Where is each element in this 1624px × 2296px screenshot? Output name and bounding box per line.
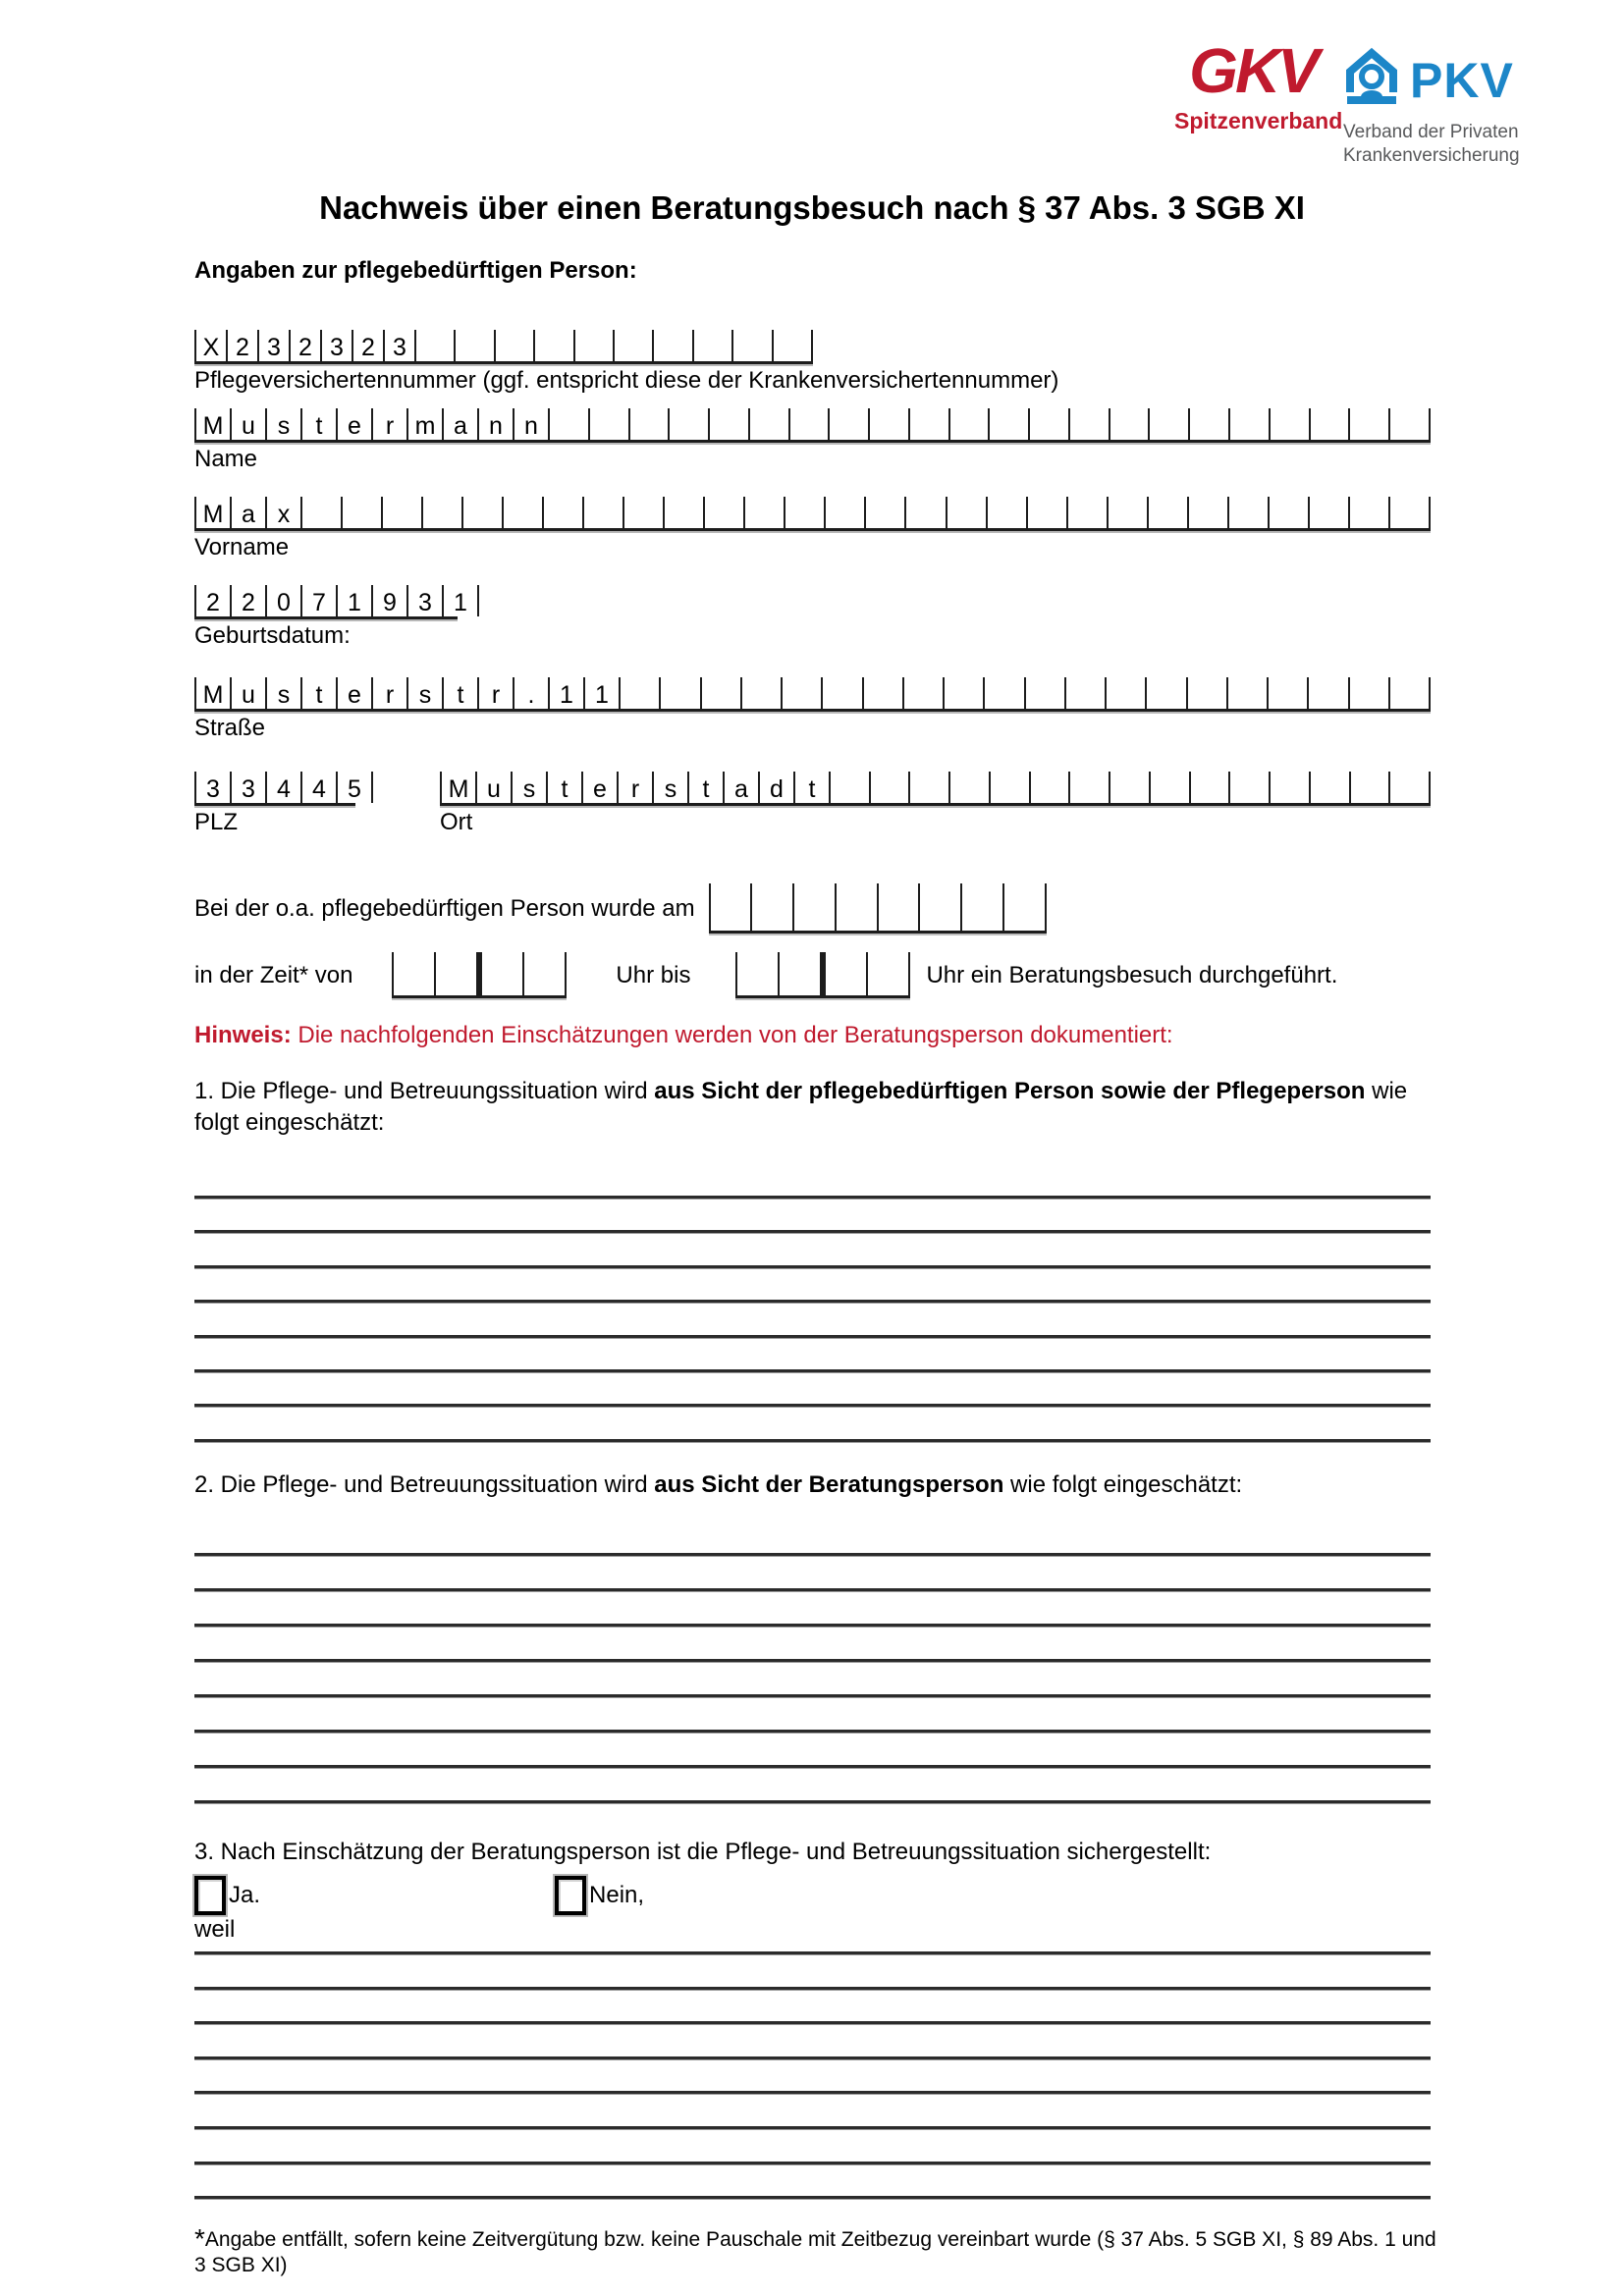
comb-cell[interactable] xyxy=(652,330,691,361)
comb-cell[interactable]: 3 xyxy=(320,330,352,361)
comb-cell[interactable] xyxy=(700,677,740,709)
comb-cell[interactable]: t xyxy=(546,772,581,803)
comb-cell[interactable] xyxy=(735,952,778,995)
comb-cell[interactable]: 2 xyxy=(226,330,257,361)
comb-cell[interactable] xyxy=(820,952,866,995)
comb-cell[interactable] xyxy=(1348,497,1388,528)
writing-line[interactable] xyxy=(194,1765,1431,1768)
comb-cell[interactable] xyxy=(1064,677,1105,709)
comb-cell[interactable] xyxy=(866,952,910,995)
writing-line[interactable] xyxy=(194,1987,1431,1990)
comb-cell[interactable] xyxy=(1226,677,1267,709)
comb-cell[interactable] xyxy=(1066,497,1107,528)
comb-cell[interactable] xyxy=(703,497,743,528)
city-field[interactable] xyxy=(440,772,1431,806)
comb-cell[interactable]: 4 xyxy=(265,772,300,803)
comb-cell[interactable] xyxy=(1388,677,1431,709)
comb-cell[interactable] xyxy=(1188,408,1228,440)
section-heading-person: Angaben zur pflegebedürftigen Person: xyxy=(194,257,637,284)
comb-cell[interactable]: X xyxy=(194,330,226,361)
comb-cell[interactable] xyxy=(868,408,908,440)
last-name-field[interactable] xyxy=(194,408,1431,443)
gkv-logo xyxy=(1174,35,1343,134)
comb-cell[interactable] xyxy=(421,497,461,528)
comb-cell[interactable] xyxy=(1307,677,1347,709)
comb-cell[interactable] xyxy=(1388,408,1431,440)
comb-cell[interactable] xyxy=(588,408,628,440)
street-field[interactable] xyxy=(194,677,1431,712)
comb-cell[interactable] xyxy=(341,497,381,528)
yes-label: Ja. xyxy=(229,1882,261,1908)
comb-cell[interactable] xyxy=(613,330,652,361)
comb-cell[interactable]: e xyxy=(336,408,371,440)
comb-cell[interactable]: e xyxy=(581,772,617,803)
comb-cell[interactable] xyxy=(1109,408,1149,440)
question-1-answer-lines xyxy=(194,1196,1431,1473)
comb-cell[interactable] xyxy=(1268,497,1308,528)
comb-cell[interactable]: r xyxy=(477,677,513,709)
comb-cell[interactable] xyxy=(1269,408,1309,440)
comb-cell[interactable]: s xyxy=(265,408,300,440)
comb-cell[interactable] xyxy=(948,772,989,803)
comb-cell[interactable]: m xyxy=(406,408,442,440)
comb-cell[interactable] xyxy=(1026,497,1066,528)
city-label: Ort xyxy=(440,809,473,835)
comb-cell[interactable]: a xyxy=(442,408,477,440)
comb-cell[interactable]: e xyxy=(336,677,371,709)
hinweis-text: Die nachfolgenden Einschätzungen werden von der Beratungsperson dokumentiert: xyxy=(291,1022,1173,1048)
comb-cell[interactable] xyxy=(582,497,623,528)
comb-cell[interactable] xyxy=(1388,772,1431,803)
comb-cell[interactable] xyxy=(829,772,869,803)
comb-cell[interactable] xyxy=(1228,408,1269,440)
comb-cell[interactable] xyxy=(659,677,699,709)
comb-cell[interactable] xyxy=(731,330,771,361)
comb-cell[interactable]: 2 xyxy=(289,330,320,361)
writing-line[interactable] xyxy=(194,1730,1431,1733)
comb-cell[interactable]: x xyxy=(265,497,300,528)
postal-code-field[interactable] xyxy=(194,772,361,806)
comb-cell[interactable]: t xyxy=(300,408,336,440)
weil-label: weil xyxy=(194,1916,236,1943)
writing-line[interactable] xyxy=(194,1265,1431,1268)
comb-cell[interactable]: 1 xyxy=(548,677,583,709)
comb-cell[interactable]: 1 xyxy=(583,677,619,709)
comb-cell[interactable]: 2 xyxy=(230,585,265,616)
birthdate-field[interactable] xyxy=(194,585,467,619)
comb-cell[interactable] xyxy=(772,330,813,361)
comb-cell[interactable]: 3 xyxy=(194,772,230,803)
choice-yes xyxy=(194,1876,260,1915)
birthdate-label: Geburtsdatum: xyxy=(194,622,351,649)
time-to-field[interactable] xyxy=(735,952,910,998)
comb-cell[interactable]: a xyxy=(723,772,758,803)
writing-line[interactable] xyxy=(194,2091,1431,2094)
hinweis-note xyxy=(194,1022,1173,1049)
time-suffix: Uhr ein Beratungsbesuch durchgeführt. xyxy=(926,962,1338,988)
comb-cell[interactable]: s xyxy=(652,772,687,803)
writing-line[interactable] xyxy=(194,1553,1431,1556)
comb-cell[interactable]: n xyxy=(513,408,548,440)
comb-cell[interactable]: u xyxy=(230,408,265,440)
comb-cell[interactable] xyxy=(902,677,943,709)
comb-cell[interactable] xyxy=(824,497,864,528)
pkv-subtitle: Verband der Privaten Krankenversicherung xyxy=(1343,122,1520,166)
comb-cell[interactable] xyxy=(381,497,421,528)
comb-cell[interactable] xyxy=(869,772,909,803)
writing-line[interactable] xyxy=(194,1951,1431,1954)
comb-cell[interactable] xyxy=(784,497,824,528)
comb-cell[interactable] xyxy=(476,952,522,995)
comb-cell[interactable] xyxy=(414,330,454,361)
time-between-label: Uhr bis xyxy=(616,962,691,988)
comb-cell[interactable]: 5 xyxy=(336,772,373,803)
postal-code-label: PLZ xyxy=(194,809,239,835)
comb-cell[interactable] xyxy=(709,883,751,931)
comb-cell[interactable]: r xyxy=(371,677,406,709)
time-from-label: in der Zeit* von xyxy=(194,962,353,988)
comb-cell[interactable] xyxy=(864,497,904,528)
writing-line[interactable] xyxy=(194,2021,1431,2024)
writing-line[interactable] xyxy=(194,1659,1431,1662)
comb-cell[interactable] xyxy=(788,408,829,440)
first-name-label: Vorname xyxy=(194,534,290,561)
comb-cell[interactable] xyxy=(988,408,1028,440)
comb-cell[interactable]: 3 xyxy=(383,330,414,361)
comb-cell[interactable] xyxy=(1388,497,1431,528)
writing-line[interactable] xyxy=(194,2196,1431,2199)
comb-cell[interactable] xyxy=(1068,408,1109,440)
comb-cell[interactable] xyxy=(692,330,731,361)
comb-cell[interactable] xyxy=(668,408,708,440)
writing-line[interactable] xyxy=(194,1588,1431,1591)
question-2-text: 2. Die Pflege- und Betreuungssituation wird aus Sicht der Beratungsperson wie folgt eingeschätzt: xyxy=(194,1471,1243,1498)
comb-cell[interactable] xyxy=(1147,497,1187,528)
comb-cell[interactable]: M xyxy=(194,497,230,528)
comb-cell[interactable]: u xyxy=(475,772,511,803)
insurance-number-label: Pflegeversichertennummer (ggf. entspricht diese der Krankenversichertennummer) xyxy=(194,367,1059,394)
comb-cell[interactable] xyxy=(904,497,945,528)
comb-cell[interactable] xyxy=(792,883,835,931)
comb-cell[interactable]: 0 xyxy=(265,585,300,616)
first-name-field[interactable] xyxy=(194,497,1431,531)
comb-cell[interactable] xyxy=(1028,408,1068,440)
comb-cell[interactable]: 2 xyxy=(352,330,383,361)
time-from-field[interactable] xyxy=(392,952,567,998)
comb-cell[interactable] xyxy=(989,772,1029,803)
writing-line[interactable] xyxy=(194,1196,1431,1199)
page-title: Nachweis über einen Beratungsbesuch nach § 37 Abs. 3 SGB XI xyxy=(319,189,1305,226)
comb-cell[interactable] xyxy=(740,677,781,709)
comb-cell[interactable] xyxy=(1309,772,1349,803)
writing-line[interactable] xyxy=(194,1404,1431,1407)
comb-cell[interactable] xyxy=(948,408,989,440)
visit-date-sentence: Bei der o.a. pflegebedürftigen Person wurde am xyxy=(194,895,695,922)
comb-cell[interactable]: s xyxy=(511,772,546,803)
comb-cell[interactable] xyxy=(781,677,821,709)
comb-cell[interactable] xyxy=(1109,772,1149,803)
comb-cell[interactable]: t xyxy=(687,772,723,803)
writing-line[interactable] xyxy=(194,1369,1431,1372)
comb-cell[interactable] xyxy=(908,408,948,440)
writing-line[interactable] xyxy=(194,1694,1431,1697)
writing-line[interactable] xyxy=(194,2162,1431,2164)
comb-cell[interactable] xyxy=(494,330,533,361)
gkv-subtitle: Spitzenverband xyxy=(1174,108,1343,133)
comb-cell[interactable] xyxy=(1024,677,1064,709)
pkv-house-icon xyxy=(1343,47,1400,113)
comb-cell[interactable]: 3 xyxy=(230,772,265,803)
visit-date-field[interactable] xyxy=(709,883,1047,934)
visit-date-row xyxy=(194,883,1047,934)
comb-cell[interactable] xyxy=(1348,677,1388,709)
comb-cell[interactable] xyxy=(663,497,703,528)
street-label: Straße xyxy=(194,715,266,741)
comb-cell[interactable] xyxy=(1068,772,1109,803)
comb-cell[interactable]: 1 xyxy=(442,585,479,616)
comb-cell[interactable]: M xyxy=(440,772,475,803)
comb-cell[interactable] xyxy=(1002,883,1047,931)
writing-line[interactable] xyxy=(194,2056,1431,2059)
choice-no xyxy=(555,1876,644,1915)
writing-line[interactable] xyxy=(194,1335,1431,1338)
comb-cell[interactable]: . xyxy=(513,677,548,709)
comb-cell[interactable] xyxy=(918,883,960,931)
comb-cell[interactable]: n xyxy=(477,408,513,440)
comb-cell[interactable] xyxy=(1029,772,1069,803)
comb-cell[interactable] xyxy=(623,497,663,528)
writing-line[interactable] xyxy=(194,2126,1431,2129)
comb-cell[interactable] xyxy=(1269,772,1309,803)
comb-cell[interactable] xyxy=(946,497,986,528)
comb-cell[interactable]: M xyxy=(194,408,230,440)
comb-cell[interactable] xyxy=(619,677,659,709)
comb-cell[interactable] xyxy=(434,952,476,995)
comb-cell[interactable] xyxy=(1107,497,1147,528)
comb-cell[interactable] xyxy=(743,497,784,528)
comb-cell[interactable] xyxy=(1348,408,1388,440)
comb-cell[interactable]: 4 xyxy=(300,772,336,803)
footnote-asterisk: * xyxy=(194,2223,205,2254)
comb-cell[interactable] xyxy=(1148,408,1188,440)
comb-cell[interactable] xyxy=(986,497,1026,528)
pkv-logo xyxy=(1343,47,1579,168)
comb-cell[interactable] xyxy=(454,330,493,361)
comb-cell[interactable]: t xyxy=(442,677,477,709)
comb-cell[interactable]: r xyxy=(371,408,406,440)
hinweis-label: Hinweis: xyxy=(194,1022,292,1048)
comb-cell[interactable]: a xyxy=(230,497,265,528)
question-1-text: 1. Die Pflege- und Betreuungssituation wird aus Sicht der pflegebedürftigen Person sowie der Pflegeperson wie folgt eingeschätzt: xyxy=(194,1078,1408,1136)
comb-cell[interactable] xyxy=(983,677,1023,709)
comb-cell[interactable] xyxy=(708,408,748,440)
comb-cell[interactable] xyxy=(522,952,567,995)
insurance-number-field[interactable] xyxy=(194,330,813,364)
comb-cell[interactable] xyxy=(392,952,434,995)
question-3-choices xyxy=(194,1876,644,1915)
no-label: Nein, xyxy=(589,1882,645,1908)
comb-cell[interactable] xyxy=(1309,408,1349,440)
writing-line[interactable] xyxy=(194,1300,1431,1303)
question-3-text: 3. Nach Einschätzung der Beratungsperson ist die Pflege- und Betreuungssituation sichergestellt: xyxy=(194,1839,1212,1865)
comb-cell[interactable]: d xyxy=(758,772,793,803)
comb-cell[interactable] xyxy=(960,883,1002,931)
comb-cell[interactable]: r xyxy=(617,772,652,803)
writing-line[interactable] xyxy=(194,1439,1431,1442)
question-2-answer-lines xyxy=(194,1553,1431,1836)
writing-line[interactable] xyxy=(194,1800,1431,1803)
no-checkbox[interactable] xyxy=(555,1876,586,1915)
comb-cell[interactable] xyxy=(908,772,948,803)
comb-cell[interactable] xyxy=(1105,677,1145,709)
comb-cell[interactable] xyxy=(1187,497,1227,528)
footnote-text: Angabe entfällt, sofern keine Zeitvergütung bzw. keine Pauschale mit Zeitbezug vereinbart wurde (§ 37 Abs. 5 SGB XI, § 89 Abs. 1 und 3 SGB XI) xyxy=(194,2228,1436,2276)
comb-cell[interactable] xyxy=(1267,677,1307,709)
visit-time-row xyxy=(194,952,1337,998)
writing-line[interactable] xyxy=(194,1230,1431,1233)
comb-cell[interactable] xyxy=(943,677,983,709)
comb-cell[interactable] xyxy=(502,497,542,528)
comb-cell[interactable] xyxy=(778,952,820,995)
comb-cell[interactable] xyxy=(542,497,582,528)
comb-cell[interactable] xyxy=(300,497,341,528)
comb-cell[interactable] xyxy=(750,883,792,931)
comb-cell[interactable] xyxy=(748,408,788,440)
comb-cell[interactable]: 3 xyxy=(257,330,289,361)
comb-cell[interactable] xyxy=(1149,772,1189,803)
comb-cell[interactable] xyxy=(835,883,877,931)
pkv-letters: PKV xyxy=(1410,52,1514,108)
comb-cell[interactable]: 2 xyxy=(194,585,230,616)
comb-cell[interactable]: s xyxy=(406,677,442,709)
comb-cell[interactable] xyxy=(877,883,919,931)
writing-line[interactable] xyxy=(194,1624,1431,1627)
comb-cell[interactable]: t xyxy=(793,772,829,803)
comb-cell[interactable] xyxy=(1189,772,1229,803)
comb-cell[interactable] xyxy=(828,408,868,440)
footnote xyxy=(194,2224,1441,2278)
comb-cell[interactable] xyxy=(1308,497,1348,528)
gkv-wordmark xyxy=(1174,35,1331,106)
comb-cell[interactable] xyxy=(1349,772,1389,803)
comb-cell[interactable]: 9 xyxy=(371,585,406,616)
comb-cell[interactable] xyxy=(862,677,902,709)
yes-checkbox[interactable] xyxy=(194,1876,226,1915)
comb-cell[interactable] xyxy=(548,408,588,440)
comb-cell[interactable] xyxy=(533,330,572,361)
comb-cell[interactable]: M xyxy=(194,677,230,709)
comb-cell[interactable] xyxy=(1228,772,1269,803)
comb-cell[interactable] xyxy=(1145,677,1185,709)
comb-cell[interactable]: 3 xyxy=(406,585,442,616)
comb-cell[interactable]: u xyxy=(230,677,265,709)
gkv-letters: GKV xyxy=(1189,35,1317,106)
comb-cell[interactable] xyxy=(1227,497,1268,528)
comb-cell[interactable] xyxy=(461,497,502,528)
last-name-label: Name xyxy=(194,446,258,472)
comb-cell[interactable] xyxy=(628,408,669,440)
question-3-answer-lines xyxy=(194,1951,1431,2231)
comb-cell[interactable]: t xyxy=(300,677,336,709)
comb-cell[interactable] xyxy=(1186,677,1226,709)
comb-cell[interactable]: 1 xyxy=(336,585,371,616)
comb-cell[interactable]: s xyxy=(265,677,300,709)
comb-cell[interactable] xyxy=(821,677,861,709)
comb-cell[interactable]: 7 xyxy=(300,585,336,616)
comb-cell[interactable] xyxy=(573,330,613,361)
